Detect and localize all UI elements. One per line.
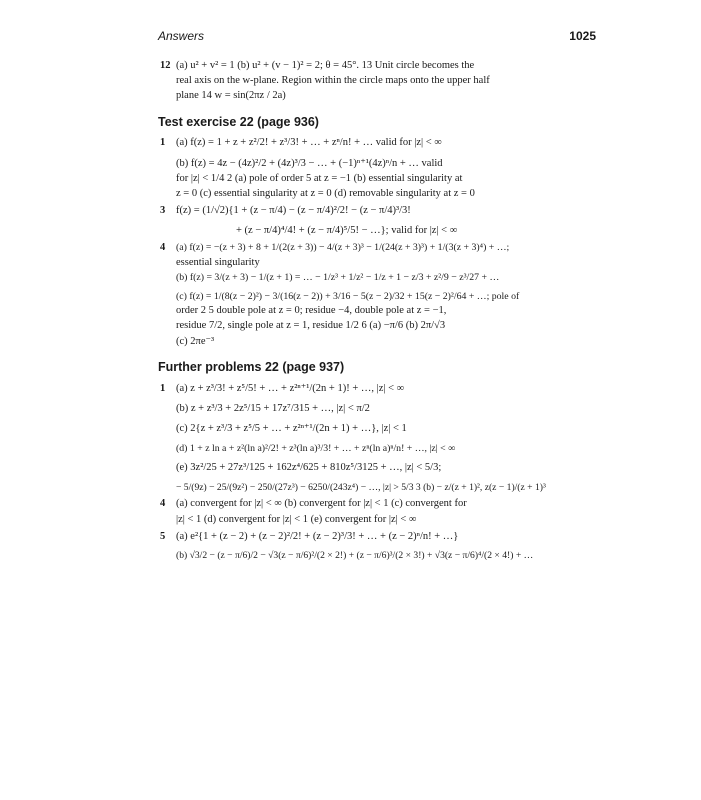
item-number: 4 — [160, 498, 166, 510]
item-number: 12 — [160, 60, 171, 71]
answer-line: for |z| < 1/4 2 (a) pole of order 5 at z = −1 (b) essential singularity at — [176, 172, 463, 184]
answer-1 — [158, 382, 596, 495]
answer-line: (b) f(z) = 4z − (4z)²/2 + (4z)³/3 − … + (−1)ⁿ⁺¹(4z)ⁿ/n + … valid — [176, 157, 443, 169]
answer-line: (a) convergent for |z| < ∞ (b) convergent for |z| < 1 (c) convergent for — [176, 498, 467, 510]
answer-line: (b) f(z) = 3/(z + 3) − 1/(z + 1) = … − 1/z³ + 1/z² − 1/z + 1 − z/3 + z²/9 − z³/27 + … — [176, 271, 500, 283]
running-head: Answers — [158, 29, 205, 43]
answer-line: essential singularity — [176, 256, 260, 268]
answer-4 — [158, 497, 596, 526]
answer-line: (b) z + z³/3 + 2z⁵/15 + 17z⁷/315 + …, |z| < π/2 — [176, 402, 370, 414]
page-number: 1025 — [569, 29, 596, 43]
answer-line: (a) z + z³/3! + z⁵/5! + … + z²ⁿ⁺¹/(2n + 1)! + …, |z| < ∞ — [176, 382, 405, 394]
answer-line: (a) u² + v² = 1 (b) u² + (v − 1)² = 2; θ = 45°. 13 Unit circle becomes the — [176, 60, 475, 71]
answer-line: (a) f(z) = −(z + 3) + 8 + 1/(2(z + 3)) − 4/(z + 3)³ − 1/(24(z + 3)³) + 1/(3(z + 3)⁴) + …; — [176, 242, 510, 254]
answer-line: (c) f(z) = 1/(8(z − 2)²) − 3/(16(z − 2)) + 3/16 − 5(z − 2)/32 + 15(z − 2)²/64 + …; pole of — [176, 291, 520, 303]
page-body — [158, 58, 596, 566]
item-number: 5 — [160, 530, 166, 542]
item-number: 1 — [160, 382, 166, 394]
item-number: 1 — [160, 137, 166, 149]
answer-5 — [158, 530, 596, 563]
answer-12 — [158, 59, 596, 104]
answer-line: (a) f(z) = 1 + z + z²/2! + z³/3! + … + zⁿ/n! + … valid for |z| < ∞ — [176, 137, 442, 149]
answer-line: real axis on the w-plane. Region within the circle maps onto the upper half — [176, 75, 490, 87]
answer-1 — [158, 136, 596, 201]
item-number: 4 — [160, 242, 166, 254]
section-title-further-problems: Further problems 22 (page 937) — [158, 359, 345, 374]
answer-line: order 2 5 double pole at z = 0; residue −4, double pole at z = −1, — [176, 305, 447, 317]
answer-line: (d) 1 + z ln a + z²(ln a)²/2! + z³(ln a)³/3! + … + zⁿ(ln a)ⁿ/n! + …, |z| < ∞ — [176, 443, 456, 455]
page-header — [158, 28, 596, 46]
answer-line: z = 0 (c) essential singularity at z = 0 (d) removable singularity at z = 0 — [176, 187, 475, 199]
section-title-test-exercise: Test exercise 22 (page 936) — [158, 114, 319, 129]
answer-4 — [158, 241, 596, 348]
answer-line: residue 7/2, single pole at z = 1, residue 1/2 6 (a) −π/6 (b) 2π/√3 — [176, 320, 446, 332]
item-number: 3 — [160, 205, 166, 217]
answer-line: (b) √3/2 − (z − π/6)/2 − √3(z − π/6)²/(2 × 2!) + (z − π/6)³/(2 × 3!) + √3(z − π/6)⁴/(2 × 4!) + … — [176, 550, 534, 561]
answer-line: (a) e²{1 + (z − 2) + (z − 2)²/2! + (z − 2)³/3! + … + (z − 2)ⁿ/n! + …} — [176, 530, 459, 542]
answer-line: (c) 2πe⁻³ — [176, 335, 215, 347]
answer-line: plane 14 w = sin(2πz / 2a) — [176, 90, 286, 102]
answer-line: − 5/(9z) − 25/(9z²) − 250/(27z³) − 6250/(243z⁴) − …, |z| > 5/3 3 (b) − z/(z + 1)², z(z − 1)/(z + 1)³ — [176, 481, 546, 493]
answer-line: (e) 3z²/25 + 27z³/125 + 162z⁴/625 + 810z⁵/3125 + …, |z| < 5/3; — [176, 462, 442, 474]
answer-line: f(z) = (1/√2){1 + (z − π/4) − (z − π/4)²/2! − (z − π/4)³/3! — [176, 205, 411, 217]
answer-line: |z| < 1 (d) convergent for |z| < 1 (e) convergent for |z| < ∞ — [176, 513, 417, 525]
answer-3 — [158, 204, 596, 238]
answer-line: + (z − π/4)⁴/4! + (z − π/4)⁵/5! − …}; valid for |z| < ∞ — [236, 225, 458, 237]
answer-line: (c) 2{z + z³/3 + z⁵/5 + … + z²ⁿ⁺¹/(2n + 1) + …}, |z| < 1 — [176, 422, 407, 434]
